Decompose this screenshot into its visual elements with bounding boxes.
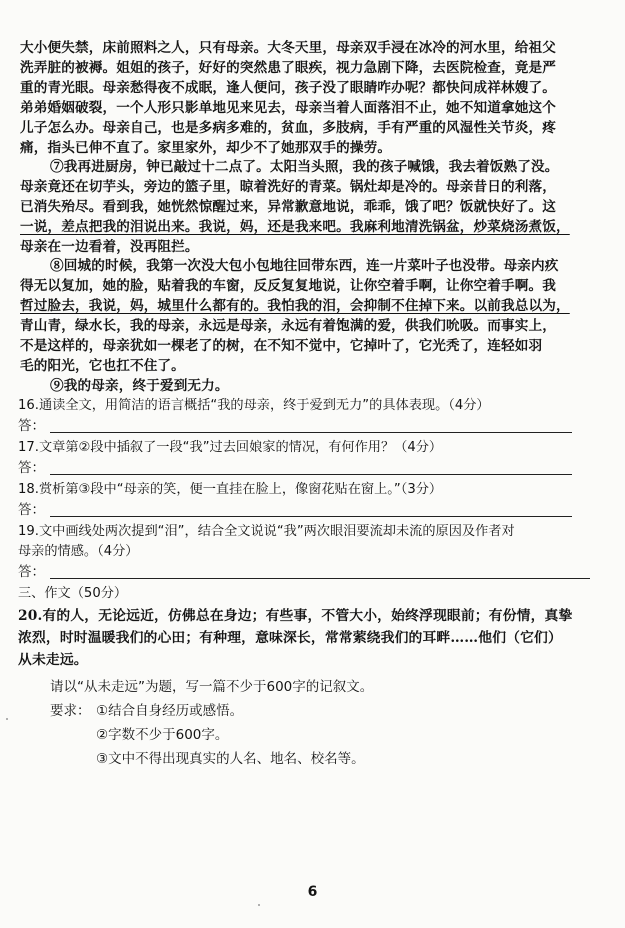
requirement-1: ①结合自身经历或感悟。 (96, 703, 244, 719)
answer-line-18[interactable] (50, 516, 572, 517)
passage-line: 已消失殆尽。看到我，她恍然惊醒过来，异常歉意地说，乖乖，饿了吧？饭就快好了。这 (20, 199, 557, 215)
page-number: 6 (307, 884, 318, 900)
scan-speck (6, 718, 8, 720)
passage-line: 重的青光眼。母亲愁得夜不成眠，逢人便问，孩子没了眼睛咋办呢？都快问成祥林嫂了。 (20, 80, 557, 96)
question-17: 17.文章第②段中插叙了一段“我”过去回娘家的情况，有何作用？（4分） (18, 440, 443, 455)
passage-line-para8: ⑧回城的时候，我第一次没大包小包地往回带东西，连一片菜叶子也没带。母亲内疚 (50, 258, 559, 274)
passage-line: 大小便失禁，床前照料之人，只有母亲。大冬天里，母亲双手浸在冰冷的河水里，给祖父 (20, 40, 557, 56)
essay-instruction: 请以“从未走远”为题，写一篇不少于600字的记叙文。 (50, 679, 374, 695)
passage-line: 痛，指头已伸不直了。家里家外，却少不了她那双手的操劳。 (20, 140, 392, 156)
answer-line-16[interactable] (50, 432, 572, 433)
question-18: 18.赏析第③段中“母亲的笑，便一直挂在脸上，像窗花贴在窗上。”（3分） (18, 482, 443, 497)
answer-label: 答： (18, 460, 45, 476)
passage-line: 毛的阳光，它也扛不住了。 (20, 358, 185, 374)
passage-line: 母亲竟还在切芋头，旁边的篮子里，晾着洗好的青菜。锅灶却是冷的。母亲昔日的利落， (20, 179, 557, 195)
answer-line-19[interactable] (50, 578, 590, 579)
essay-prompt-line: 从未走远。 (18, 652, 88, 668)
passage-line: 洗弄脏的被褥。姐姐的孩子，好好的突然患了眼疾，视力急剧下降，去医院检查，竟是严 (20, 60, 557, 76)
passage-line-para7: ⑦我再进厨房，钟已敲过十二点了。太阳当头照，我的孩子喊饿，我去着饭熟了没。 (50, 159, 559, 175)
question-19-continued: 母亲的情感。（4分） (18, 544, 139, 559)
answer-line-17[interactable] (50, 474, 572, 475)
passage-line: 得无以复加，她的脸，贴着我的车窗，反反复复地说，让你空着手啊，让你空着手啊。我 (20, 278, 557, 294)
answer-label: 答： (18, 418, 45, 434)
requirement-2: ②字数不少于600字。 (96, 727, 229, 743)
passage-line: 不是这样的，母亲犹如一棵老了的树，在不知不觉中，它掉叶了，它光秃了，连轻如羽 (20, 338, 543, 354)
passage-line: 青山青，绿水长，我的母亲，永远是母亲，永远有着饱满的爱，供我们吮吸。而事实上， (20, 318, 557, 334)
passage-line-underlined: 一说，差点把我的泪说出来。我说，妈，还是我来吧。我麻利地清洗锅盆，炒菜烧汤煮饭， (20, 219, 570, 235)
section-title: 三、作文（50分） (18, 586, 128, 601)
passage-line: 母亲在一边看着，没再阻拦。 (20, 239, 199, 255)
scan-speck (258, 904, 260, 906)
question-16: 16.通读全文，用简洁的语言概括“我的母亲，终于爱到无力”的具体表现。（4分） (18, 398, 490, 413)
passage-line: 儿子怎么办。母亲自己，也是多病多难的，贫血，多肢病，手有严重的风湿性关节炎，疼 (20, 120, 557, 136)
essay-prompt-line: 20.有的人，无论远近，仿佛总在身边；有些事，不管大小，始终浮现眼前；有份情，真挚 (18, 608, 573, 624)
essay-prompt-line: 浓烈，时时温暖我们的心田；有种理，意味深长，常常萦绕我们的耳畔……他们（它们） (18, 630, 562, 646)
passage-line-para9: ⑨我的母亲，终于爱到无力。 (50, 378, 229, 394)
answer-label: 答： (18, 564, 45, 580)
passage-line-underlined: 哲过脸去，我说，妈，城里什么都有的。我怕我的泪，会抑制不住掉下来。以前我总以为， (20, 298, 570, 314)
question-19: 19.文中画线处两次提到“泪”，结合全文说说“我”两次眼泪要流却未流的原因及作者对 (18, 524, 515, 539)
requirement-3: ③文中不得出现真实的人名、地名、校名等。 (96, 751, 365, 767)
passage-line: 弟弟婚姻破裂，一个人形只影单地见来见去，母亲当着人面落泪不止，她不知道拿她这个 (20, 100, 557, 116)
answer-label: 答： (18, 502, 45, 518)
requirements-label: 要求： (50, 703, 91, 719)
